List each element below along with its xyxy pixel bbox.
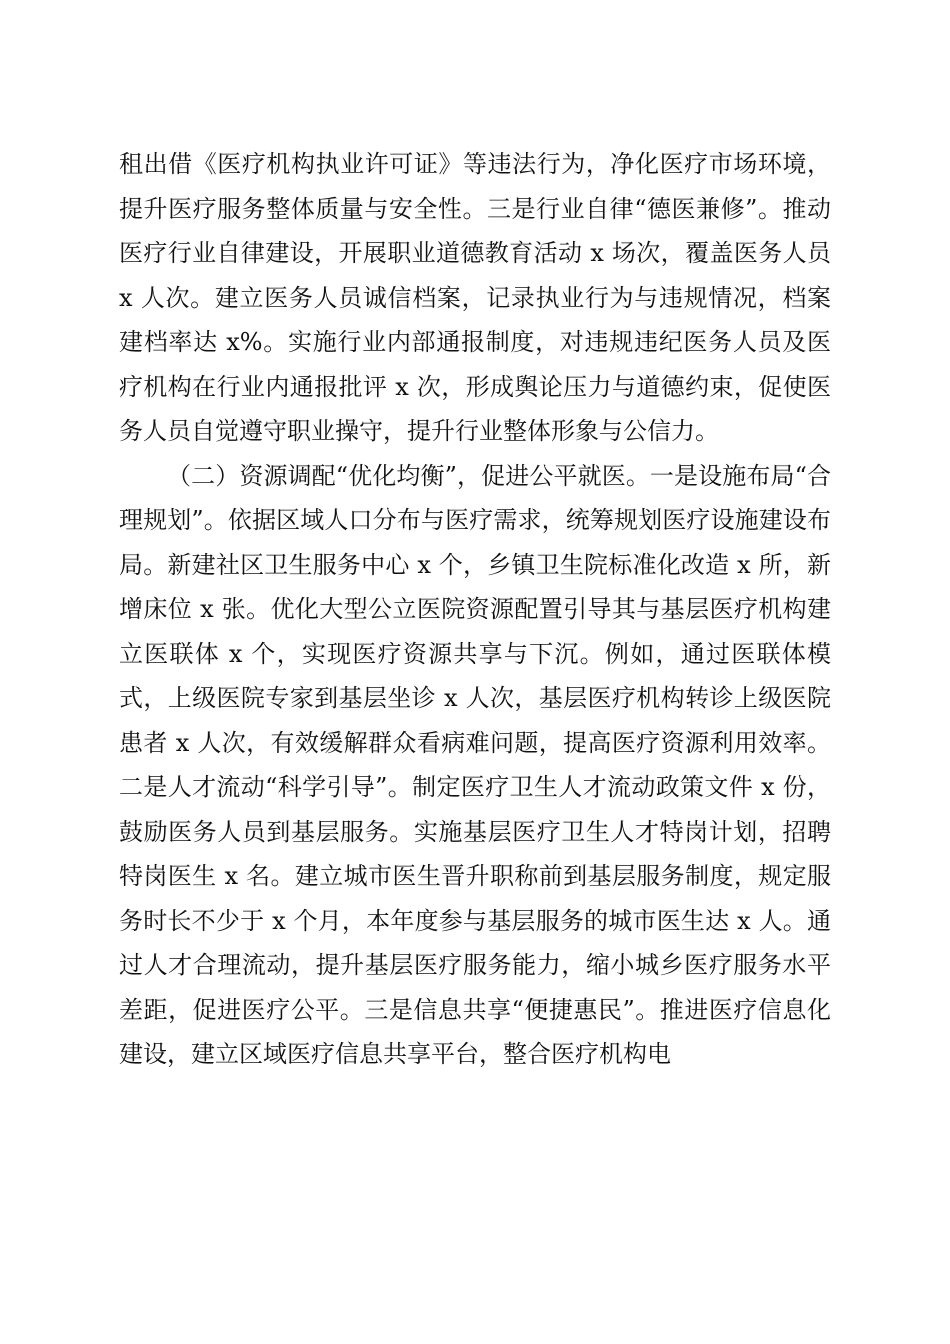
- document-body: [119, 142, 831, 1077]
- paragraph-resource-allocation: （二）资源调配“优化均衡”，促进公平就医。一是设施布局“合理规划”。依据区域人口分布与医疗需求，统筹规划医疗设施建设布局。新建社区卫生服务中心 x 个，乡镇卫生院标准化改造 x 所，新增床位 x 张。优化大型公立医院资源配置引导其与基层医疗机构建立医联体 x 个，实现医疗资源共享与下沉。例如，通过医联体模式，上级医院专家到基层坐诊 x 人次，基层医疗机构转诊上级医院患者 x 人次，有效缓解群众看病难问题，提高医疗资源利用效率。二是人才流动“科学引导”。制定医疗卫生人才流动政策文件 x 份，鼓励医务人员到基层服务。实施基层医疗卫生人才特岗计划，招聘特岗医生 x 名。建立城市医生晋升职称前到基层服务制度，规定服务时长不少于 x 个月，本年度参与基层服务的城市医生达 x 人。通过人才合理流动，提升基层医疗服务能力，缩小城乡医疗服务水平差距，促进医疗公平。三是信息共享“便捷惠民”。推进医疗信息化建设，建立区域医疗信息共享平台，整合医疗机构电: [119, 461, 831, 1068]
- paragraph-continuation: 租出借《医疗机构执业许可证》等违法行为，净化医疗市场环境，提升医疗服务整体质量与安全性。三是行业自律“德医兼修”。推动医疗行业自律建设，开展职业道德教育活动 x 场次，覆盖医务人员 x 人次。建立医务人员诚信档案，记录执业行为与违规情况，档案建档率达 x%。实施行业内部通报制度，对违规违纪医务人员及医疗机构在行业内通报批评 x 次，形成舆论压力与道德约束，促使医务人员自觉遵守职业操守，提升行业整体形象与公信力。: [119, 150, 831, 445]
